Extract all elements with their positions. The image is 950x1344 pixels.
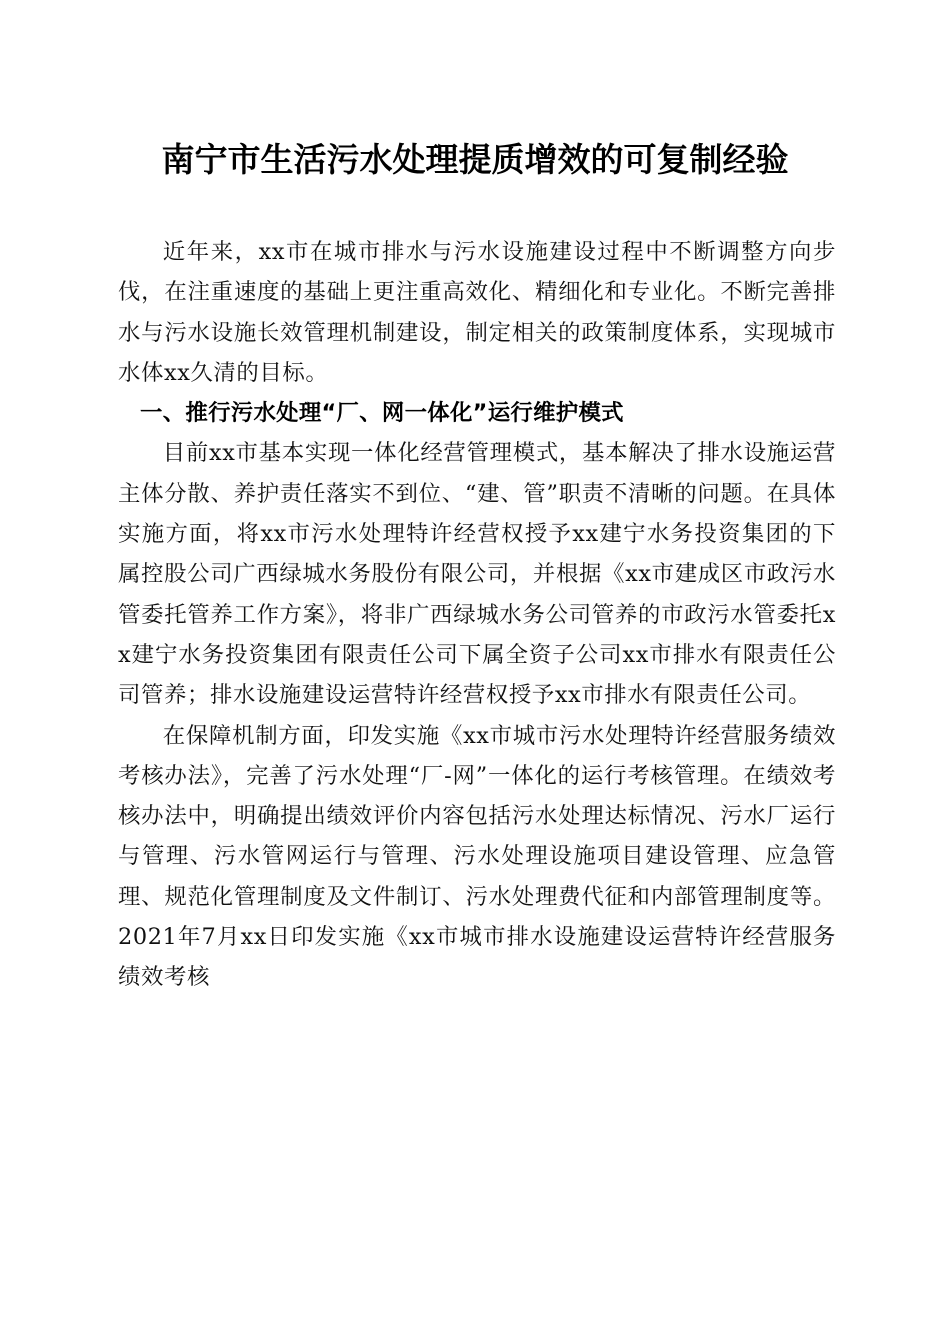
paragraph-guarantee: 在保障机制方面，印发实施《xx市城市污水处理特许经营服务绩效考核办法》，完善了污水处理“厂-网”一体化的运行考核管理。在绩效考核办法中，明确提出绩效评价内容包括污水处理达标情况、污水厂运行与管理、污水管网运行与管理、污水处理设施项目建设管理、应急管理、规范化管理制度及文件制订、污水处理费代征和内部管理制度等。2021年7月xx日印发实施《xx市城市排水设施建设运营特许经营服务绩效考核 xyxy=(118,722,836,991)
paragraph-intro: 近年来，xx市在城市排水与污水设施建设过程中不断调整方向步伐，在注重速度的基础上更注重高效化、精细化和专业化。不断完善排水与污水设施长效管理机制建设，制定相关的政策制度体系，实现城市水体xx久清的目标。 xyxy=(118,239,836,386)
document-title: 南宁市生活污水处理提质增效的可复制经验 xyxy=(161,140,789,179)
section-heading: 一、推行污水处理“厂、网一体化”运行维护模式 xyxy=(140,400,624,427)
paragraph-implementation: 目前xx市基本实现一体化经营管理模式，基本解决了排水设施运营主体分散、养护责任落实不到位、“建、管”职责不清晰的问题。在具体实施方面，将xx市污水处理特许经营权授予xx建宁水务投资集团的下属控股公司广西绿城水务股份有限公司，并根据《xx市建成区市政污水管委托管养工作方案》，将非广西绿城水务公司管养的市政污水管委托xx建宁水务投资集团有限责任公司下属全资子公司xx市排水有限责任公司管养；排水设施建设运营特许经营权授予xx市排水有限责任公司。 xyxy=(118,440,836,709)
document-body xyxy=(118,232,836,998)
